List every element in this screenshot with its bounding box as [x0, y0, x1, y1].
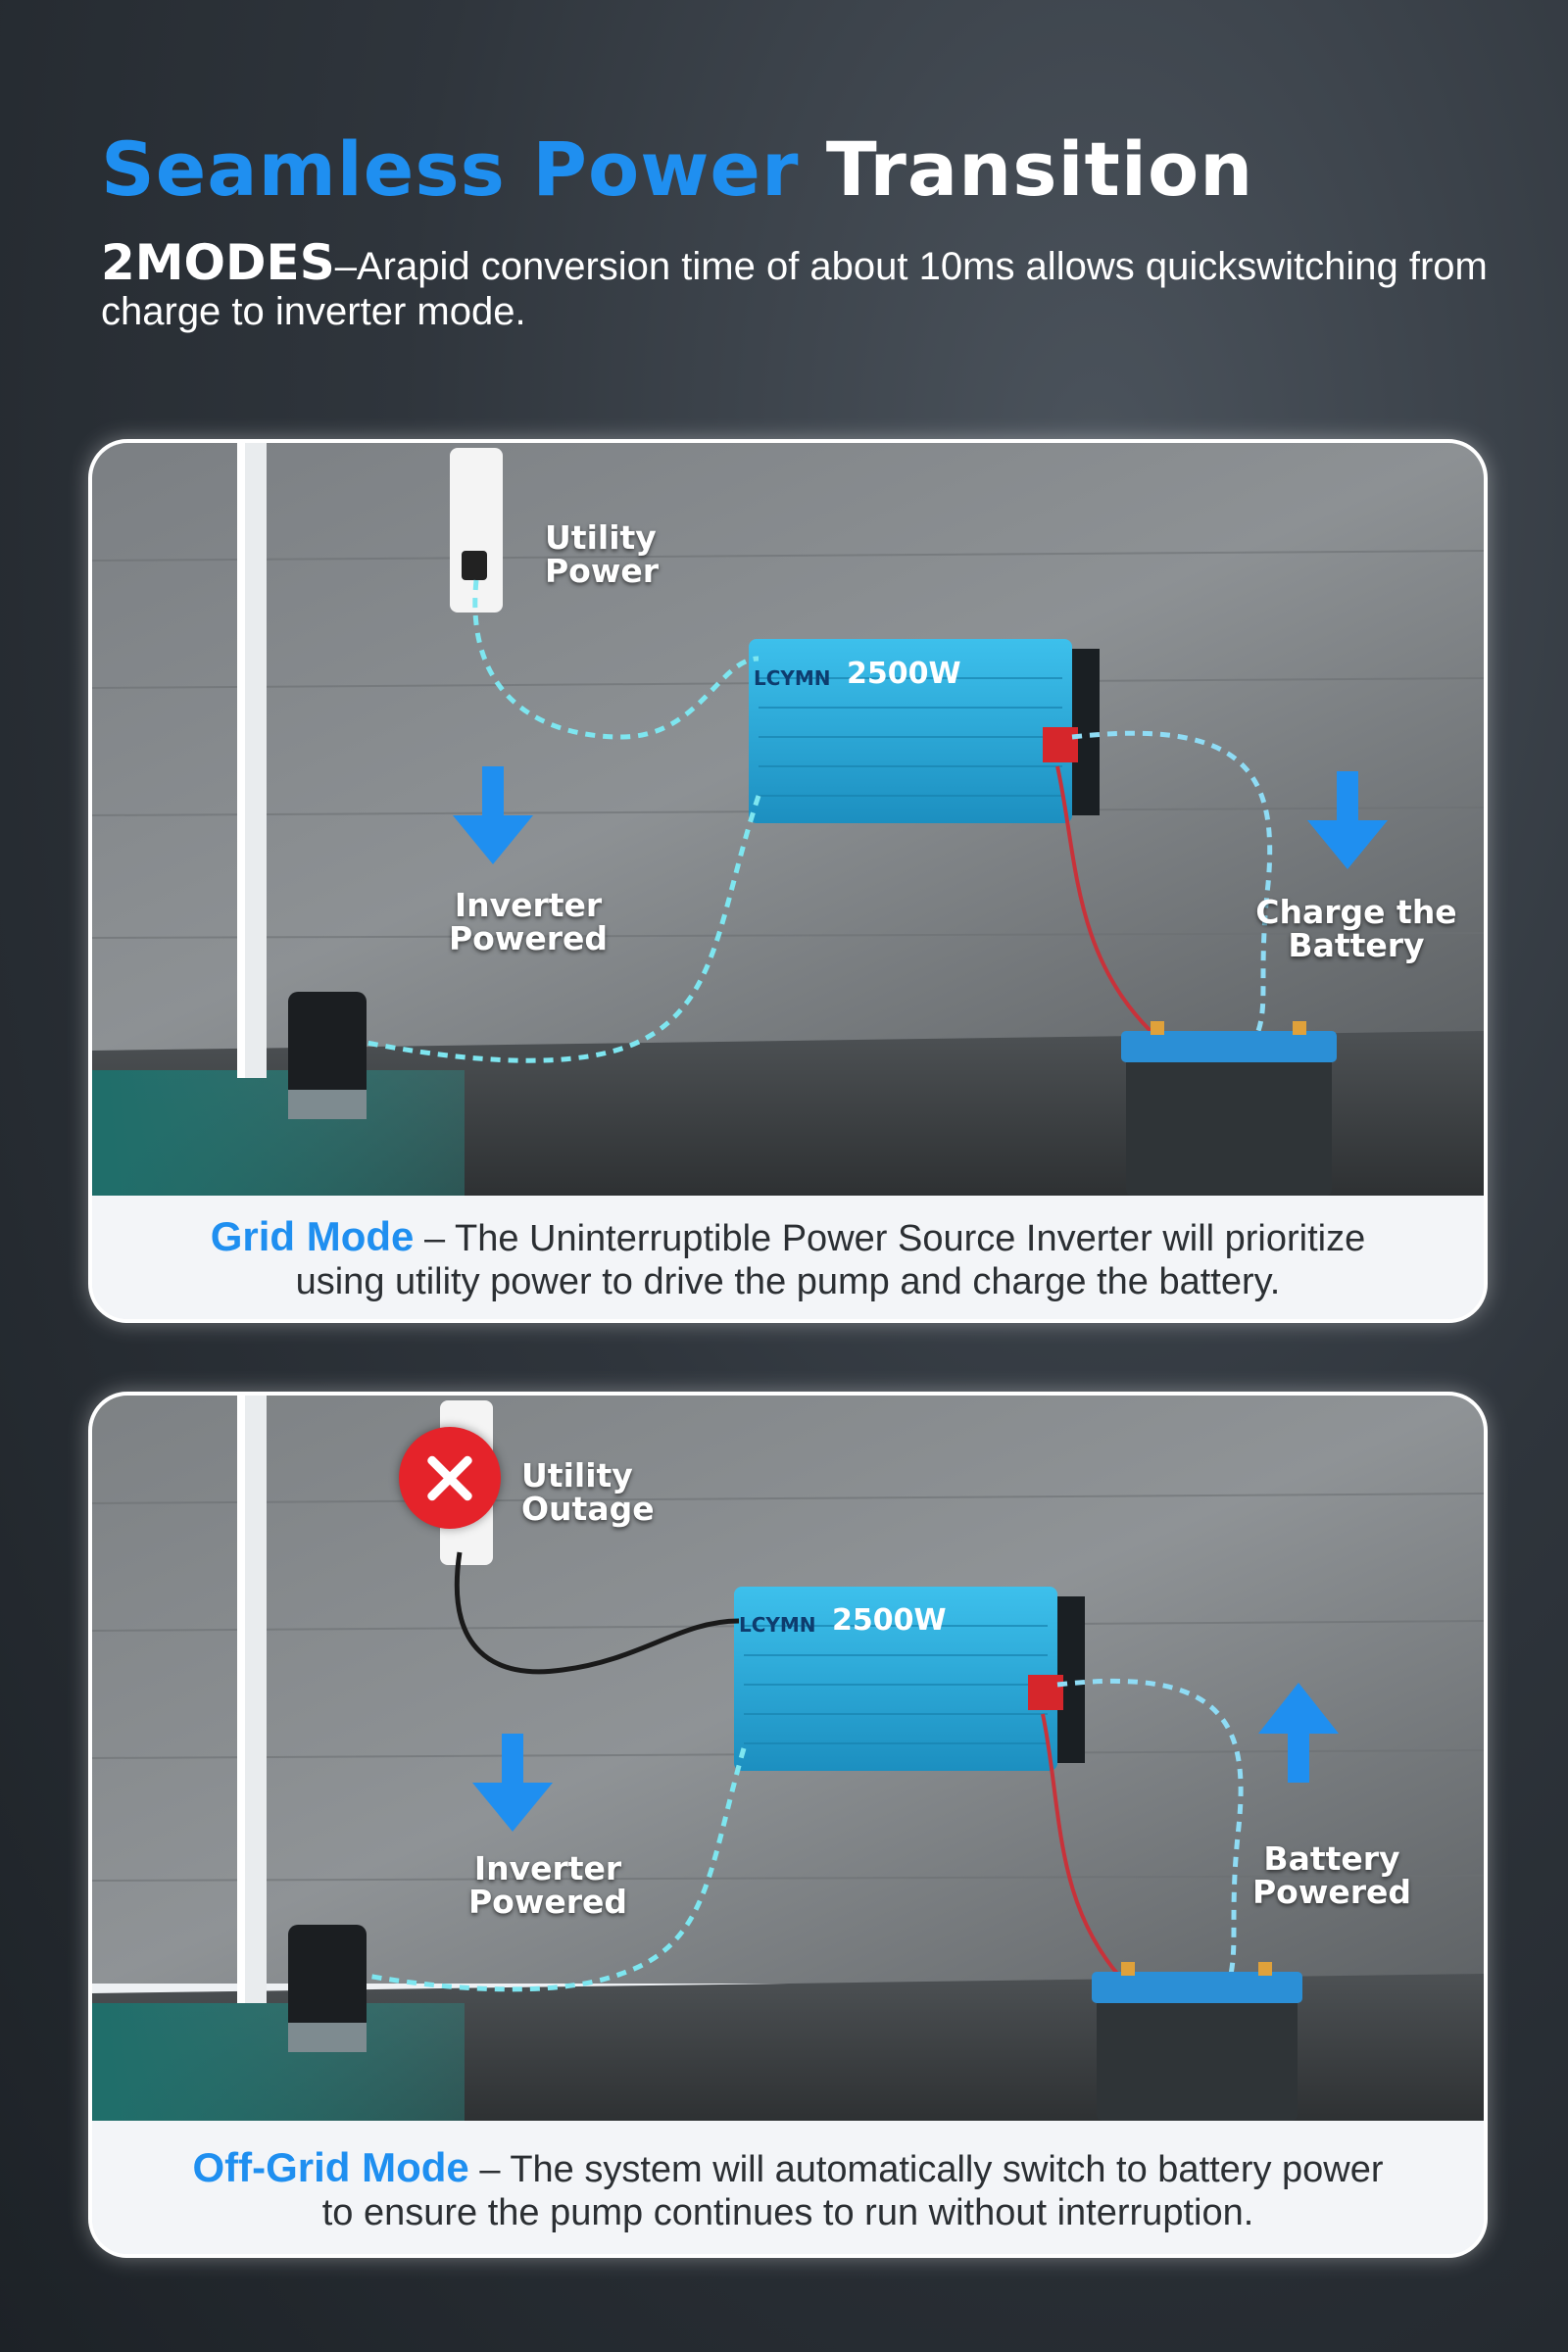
- inverter-powered-label: [430, 886, 626, 957]
- off-grid-mode-name: Off-Grid Mode: [192, 2144, 469, 2190]
- water-pit: [92, 1070, 465, 1196]
- offgrid-caption-line2: to ensure the pump continues to run without interruption.: [321, 2192, 1254, 2233]
- inverter-powered-label: [450, 1849, 646, 1921]
- subtitle: [101, 234, 1502, 334]
- off-grid-mode-scene: [92, 1396, 1484, 2121]
- battery: [1126, 1051, 1332, 1196]
- utility-power-label: [545, 518, 659, 590]
- subtitle-text: –Arapid conversion time of about 10ms allows quickswitching from charge to inverter mode.: [101, 245, 1488, 333]
- battery-label-line1: Battery: [1263, 1839, 1400, 1878]
- inverter-brand: LCYMN: [739, 1613, 816, 1637]
- grid-scene-illustration: [92, 443, 1484, 1196]
- grid-mode-scene: [92, 443, 1484, 1196]
- utility-label-line1: Utility: [545, 518, 657, 557]
- title-main: Transition: [825, 125, 1254, 213]
- battery-powered-label: [1239, 1839, 1425, 1911]
- grid-caption-line2: using utility power to drive the pump and charge the battery.: [295, 1261, 1281, 1302]
- utility-outage-label: [521, 1456, 655, 1528]
- off-grid-scene-illustration: [92, 1396, 1484, 2121]
- battery: [1097, 1993, 1298, 2121]
- outage-label-line1: Utility: [521, 1456, 633, 1494]
- charge-label-line1: Charge the: [1255, 893, 1457, 931]
- outage-label-line2: Outage: [521, 1490, 655, 1528]
- utility-label-line2: Power: [545, 552, 659, 590]
- off-grid-mode-caption: [92, 2121, 1484, 2254]
- grid-caption-text1: – The Uninterruptible Power Source Inverter will prioritize: [414, 1218, 1366, 1259]
- inverter-wattage: 2500W: [832, 1603, 947, 1638]
- charge-battery-label: [1253, 893, 1459, 964]
- page-title: [101, 125, 1253, 213]
- charge-label-line2: Battery: [1288, 926, 1425, 964]
- inverter-label-line2: Powered: [467, 1883, 627, 1921]
- grid-mode-caption: [92, 1196, 1484, 1319]
- inverter-wattage: 2500W: [847, 657, 961, 691]
- inverter-brand: LCYMN: [754, 666, 831, 690]
- inverter-label-line1: Inverter: [473, 1849, 622, 1887]
- offgrid-caption-line1: [92, 2146, 1484, 2191]
- close-icon: [399, 1427, 501, 1529]
- modes-label: 2MODES: [101, 234, 335, 291]
- title-highlight: Seamless Power: [101, 125, 800, 213]
- battery-label-line2: Powered: [1251, 1873, 1411, 1911]
- off-grid-mode-panel: [88, 1392, 1488, 2258]
- inverter-label-line1: Inverter: [454, 886, 603, 924]
- offgrid-caption-text1: – The system will automatically switch to battery power: [468, 2149, 1384, 2190]
- grid-caption-line1: [92, 1215, 1484, 1260]
- grid-mode-name: Grid Mode: [210, 1213, 415, 1259]
- water-pit: [92, 2003, 465, 2121]
- inverter-label-line2: Powered: [448, 919, 608, 957]
- grid-mode-panel: [88, 439, 1488, 1323]
